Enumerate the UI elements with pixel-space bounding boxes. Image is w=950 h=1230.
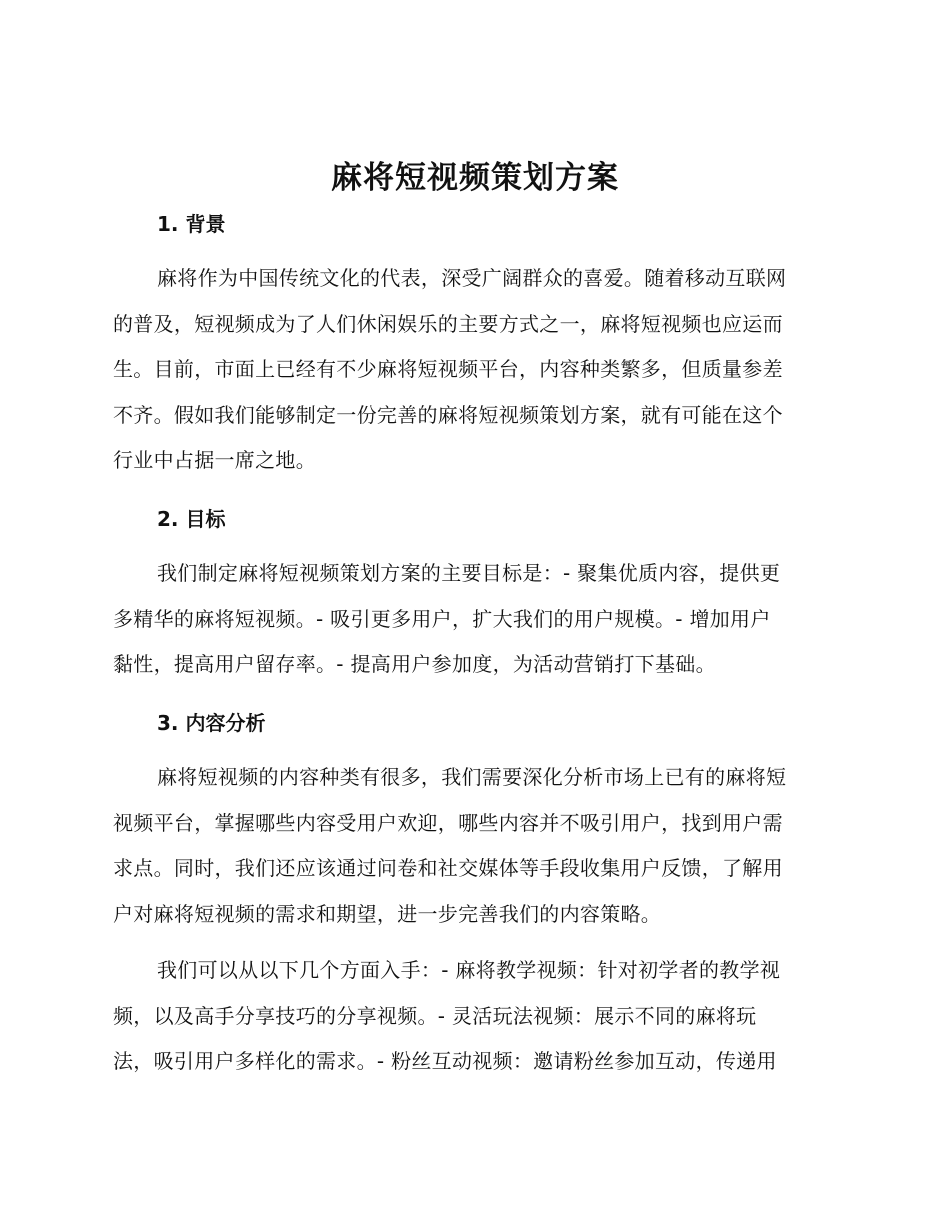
paragraph-line: 不齐。假如我们能够制定一份完善的麻将短视频策划方案，就有可能在这个 xyxy=(113,402,783,427)
paragraph-line: 法，吸引用户多样化的需求。- 粉丝互动视频：邀请粉丝参加互动，传递用 xyxy=(113,1049,777,1073)
section-heading-background: 1. 背景 xyxy=(157,212,226,236)
paragraph-background xyxy=(113,256,833,484)
paragraph-line: 视频平台，掌握哪些内容受用户欢迎，哪些内容并不吸引用户，找到用户需 xyxy=(113,810,783,835)
paragraph-line: 麻将短视频的内容种类有很多，我们需要深化分析市场上已有的麻将短 xyxy=(157,765,787,789)
paragraph-content-analysis-1 xyxy=(113,755,833,937)
paragraph-goals xyxy=(113,551,833,688)
paragraph-line: 求点。同时，我们还应该通过问卷和社交媒体等手段收集用户反馈，了解用 xyxy=(113,856,783,880)
paragraph-line: 的普及，短视频成为了人们休闲娱乐的主要方式之一，麻将短视频也应运而 xyxy=(113,311,783,336)
paragraph-line: 麻将作为中国传统文化的代表，深受广阔群众的喜爱。随着移动互联网 xyxy=(157,266,787,290)
paragraph-line: 频，以及高手分享技巧的分享视频。- 灵活玩法视频：展示不同的麻将玩 xyxy=(113,1003,757,1028)
paragraph-line: 我们可以从以下几个方面入手：- 麻将教学视频：针对初学者的教学视 xyxy=(157,958,781,982)
section-heading-goals: 2. 目标 xyxy=(157,507,226,531)
paragraph-line: 多精华的麻将短视频。- 吸引更多用户，扩大我们的用户规模。- 增加用户 xyxy=(113,606,771,631)
document-title: 麻将短视频策划方案 xyxy=(331,160,619,196)
paragraph-line: 生。目前，市面上已经有不少麻将短视频平台，内容种类繁多，但质量参差 xyxy=(113,357,783,381)
paragraph-line: 黏性，提高用户留存率。- 提高用户参加度，为活动营销打下基础。 xyxy=(113,652,716,676)
paragraph-line: 户对麻将短视频的需求和期望，进一步完善我们的内容策略。 xyxy=(113,901,662,926)
paragraph-content-analysis-2 xyxy=(113,948,833,1085)
paragraph-line: 我们制定麻将短视频策划方案的主要目标是：- 聚集优质内容，提供更 xyxy=(157,561,781,585)
section-heading-content-analysis: 3. 内容分析 xyxy=(157,711,266,735)
paragraph-line: 行业中占据一席之地。 xyxy=(113,448,316,472)
